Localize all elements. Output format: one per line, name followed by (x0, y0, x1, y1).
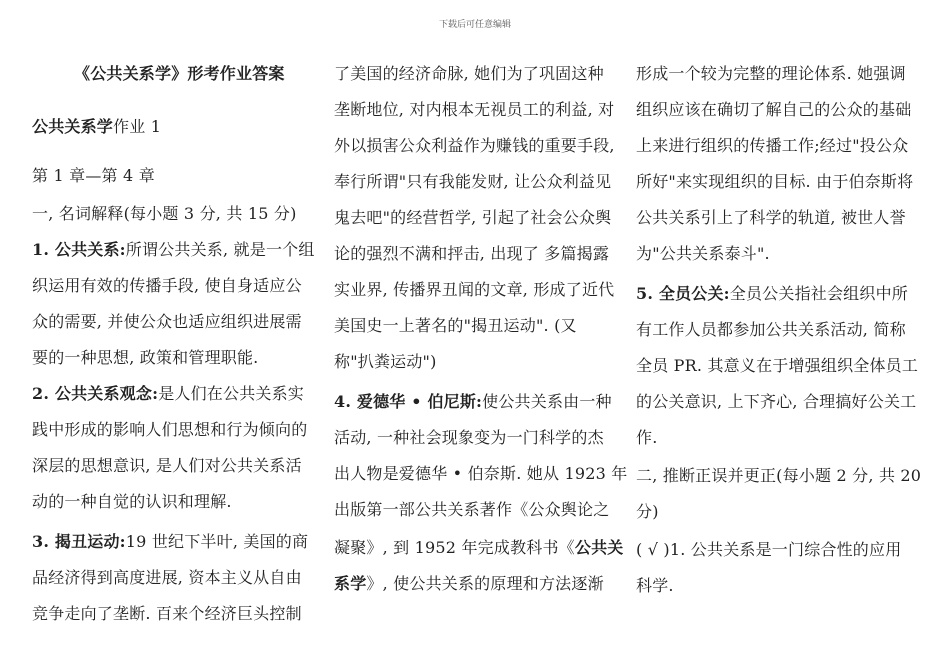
text-line: 出版第一部公共关系著作《公众舆论之 (334, 500, 610, 519)
text-line: 公共关系引上了科学的轨道, 被世人誉 (636, 208, 906, 227)
section-heading-2: 二, 推断正误并更正(每小题 2 分, 共 20 (636, 466, 922, 485)
assignment-heading (32, 117, 161, 137)
text-line: 垄断地位, 对内根本无视员工的利益, 对 (334, 100, 615, 119)
term-4-text: 使公共关系由一种 (482, 392, 612, 411)
text-span: 》, 使公共关系的原理和方法逐渐 (366, 574, 604, 593)
text-line: 为"公共关系泰斗". (636, 244, 770, 263)
term-2-text: 是人们在公共关系实 (158, 384, 304, 403)
text-line: 了美国的经济命脉, 她们为了巩固这种 (334, 64, 604, 83)
text-line: 形成一个较为完整的理论体系. 她强调 (636, 64, 906, 83)
text-line: 分) (636, 502, 659, 521)
term-5-line (636, 284, 908, 304)
text-line: 竞争走向了垄断. 百来个经济巨头控制 (32, 604, 302, 623)
text-line: 要的一种思想, 政策和管理职能. (32, 348, 259, 367)
text-line: 外以损害公众利益作为赚钱的重要手段, (334, 136, 615, 155)
text-span: 凝聚》, 到 1952 年完成教科书《 (334, 538, 575, 557)
watermark-text: 下载后可任意编辑 (438, 20, 511, 30)
text-line: 有工作人员都参加公共关系活动, 简称 (636, 320, 906, 339)
text-line: 动的一种自觉的认识和理解. (32, 492, 232, 511)
text-line: 全员 PR. 其意义在于增强组织全体员工 (636, 356, 919, 375)
text-line: 活动, 一种社会现象变为一门科学的杰 (334, 428, 604, 447)
term-2-line (32, 384, 304, 404)
text-line: 众的需要, 并使公众也适应组织进展需 (32, 312, 302, 331)
text-line: 作. (636, 428, 658, 447)
text-line: 深层的思想意识, 是人们对公共关系活 (32, 456, 302, 475)
text-line: 科学. (636, 576, 674, 595)
text-line: 品经济得到高度进展, 资本主义从自由 (32, 568, 302, 587)
text-line (334, 574, 604, 594)
book-title-bold: 系学 (334, 574, 367, 593)
section-heading-1: 一, 名词解释(每小题 3 分, 共 15 分) (32, 204, 297, 223)
term-3-line (32, 532, 308, 552)
term-1-label: 1. 公共关系: (32, 240, 126, 259)
text-line: 称"扒粪运动") (334, 352, 437, 371)
book-title-bold: 公共关 (574, 538, 624, 557)
text-line: 织运用有效的传播手段, 使自身适应公 (32, 276, 302, 295)
chapter-range: 第 1 章—第 4 章 (32, 166, 155, 185)
text-line: 奉行所谓"只有我能发财, 让公众利益见 (334, 172, 612, 191)
text-line (334, 538, 623, 558)
text-line: 践中形成的影响人们思想和行为倾向的 (32, 420, 308, 439)
assignment-course: 公共关系学 (32, 117, 114, 136)
text-line: 出人物是爱德华 • 伯奈斯. 她从 1923 年 (334, 464, 628, 483)
question-1: ( √ )1. 公共关系是一门综合性的应用 (636, 540, 902, 559)
text-line: 鬼去吧"的经营哲学, 引起了社会公众舆 (334, 208, 612, 227)
term-5-label: 5. 全员公关: (636, 284, 730, 303)
text-line: 组织应该在确切了解自己的公众的基础 (636, 100, 912, 119)
term-3-text: 19 世纪下半叶, 美国的商 (125, 532, 309, 551)
term-1-line (32, 240, 315, 260)
assignment-number: 作业 1 (113, 117, 162, 136)
term-3-label: 3. 揭丑运动: (32, 532, 126, 551)
term-2-label: 2. 公共关系观念: (32, 384, 159, 403)
text-line: 的公关意识, 上下齐心, 合理搞好公关工 (636, 392, 917, 411)
term-4-label: 4. 爱德华 • 伯尼斯: (334, 392, 483, 411)
text-line: 美国史一上著名的"揭丑运动". (又 (334, 316, 577, 335)
text-line: 所好"来实现组织的目标. 由于伯奈斯将 (636, 172, 914, 191)
document-title: 《公共关系学》形考作业答案 (74, 64, 285, 83)
term-4-line (334, 392, 612, 412)
text-line: 实业界, 传播界丑闻的文章, 形成了近代 (334, 280, 615, 299)
term-1-text: 所谓公共关系, 就是一个组 (125, 240, 315, 259)
text-line: 论的强烈不满和抨击, 出现了 多篇揭露 (334, 244, 610, 263)
term-5-text: 全员公关指社会组织中所 (729, 284, 908, 303)
text-line: 上来进行组织的传播工作;经过"投公众 (636, 136, 909, 155)
